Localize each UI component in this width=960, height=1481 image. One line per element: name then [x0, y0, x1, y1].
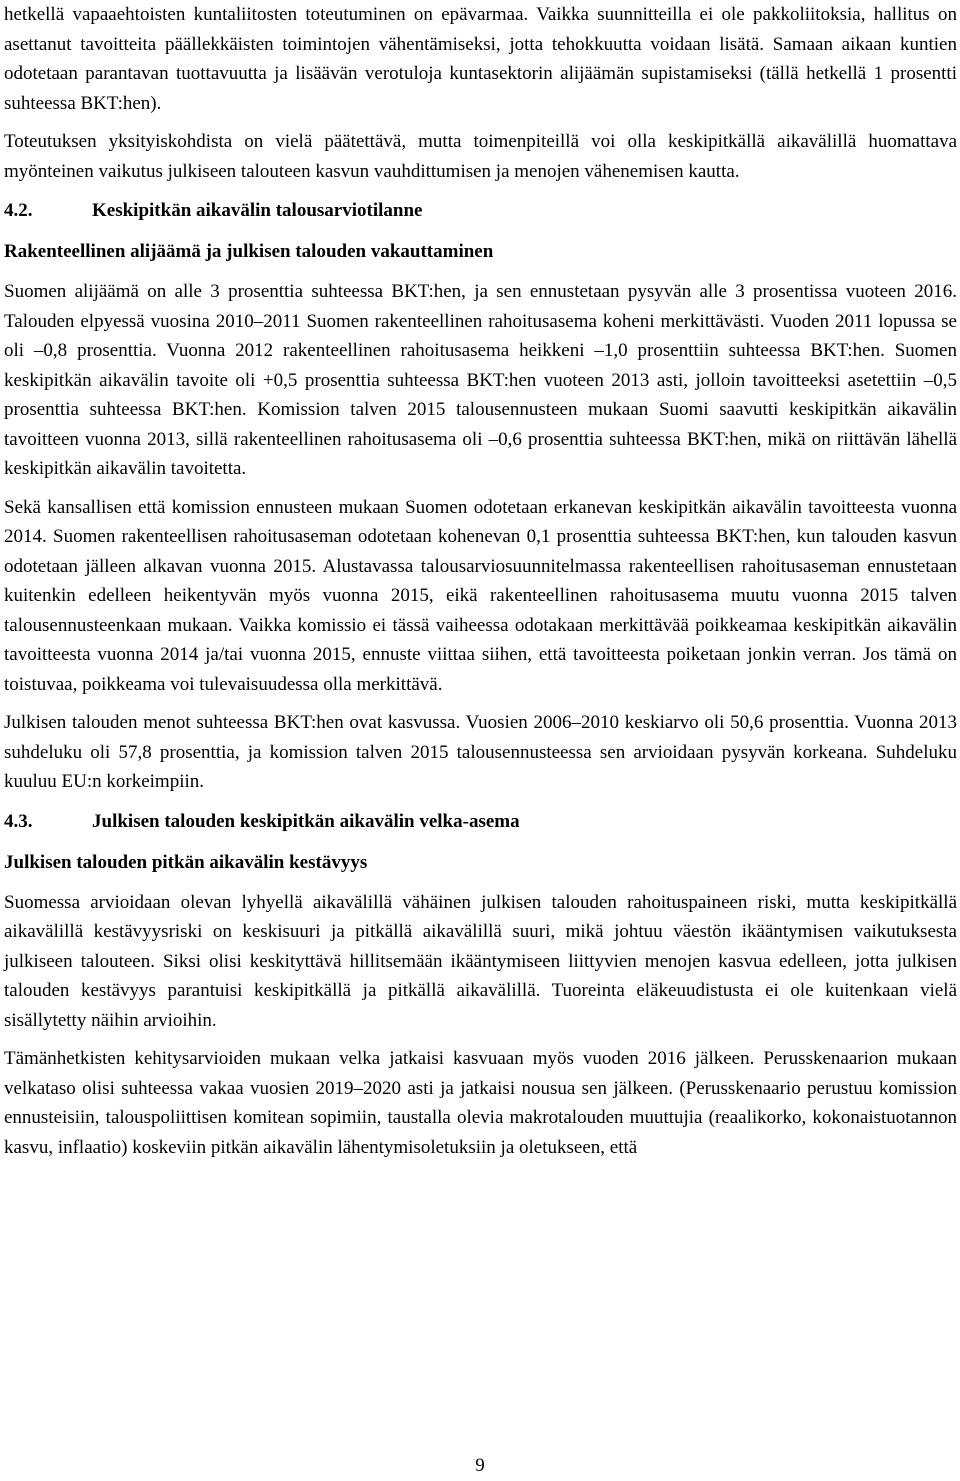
section-number: 4.2. [4, 200, 33, 221]
paragraph-implementation-details: Toteutuksen yksityiskohdista on vielä päätettävä, mutta toimenpiteillä voi olla keskipitkällä aikavälillä huomattava myönteinen vaikutus julkiseen talouteen kasvun vauhdittumisen ja menojen vähenemisen kautta. [4, 131, 957, 182]
paragraph-debt-outlook: Tämänhetkisten kehitysarvioiden mukaan velka jatkaisi kasvuaan myös vuoden 2016 jälkeen. Perusskenaarion mukaan velkataso olisi suhteessa vakaa vuosien 2019–2020 asti ja jatkaisi nousua sen jälkeen. (Perusskenaario perustuu komission ennusteisiin, talouspoliittisen komitean sopimiin, taustalla olevia makrotalouden muuttujia (reaalikorko, kokonaistuotannon kasvu, inflaatio) koskeviin pitkän aikavälin lähentymisoletuksiin ja oletukseen, että [4, 1048, 957, 1158]
section-number: 4.3. [4, 810, 33, 832]
document-page [4, 0, 957, 1162]
section-title: Keskipitkän aikavälin talousarviotilanne [92, 200, 423, 221]
subheading-structural-deficit: Rakenteellinen alijäämä ja julkisen talouden vakauttaminen [4, 241, 494, 262]
paragraph-municipal-mergers: hetkellä vapaaehtoisten kuntaliitosten toteutuminen on epävarmaa. Vaikka suunnitteilla ei ole pakkoliitoksia, hallitus on asettanut tavoitteita päällekkäisten toimintojen vähentämiseksi, jotta tehokkuutta voidaan lisätä. Samaan aikaan kuntien odotetaan parantavan tuottavuutta ja lisäävän verotuloja kuntasektorin alijäämän supistamiseksi (tällä hetkellä 1 prosentti suhteessa BKT:hen). [4, 4, 957, 114]
paragraph-sustainability-risk: Suomessa arvioidaan olevan lyhyellä aikavälillä vähäinen julkisen talouden rahoituspaineen riski, mutta keskipitkällä aikavälillä kestävyysriski on keskisuuri ja pitkällä aikavälillä suuri, mikä johtuu väestön ikääntymisen vaikutuksesta julkiseen talouteen. Siksi olisi keskityttävä hillitsemään ikääntymiseen liittyvien menojen kasvua edelleen, jotta julkisen talouden kestävyys parantuisi keskipitkällä ja pitkällä aikavälillä. Tuoreinta eläkeuudistusta ei ole kuitenkaan vielä sisällytetty näihin arvioihin. [4, 891, 957, 1031]
paragraph-forecast-deviation: Sekä kansallisen että komission ennusteen mukaan Suomen odotetaan erkanevan keskipitkän aikavälin tavoitteesta vuonna 2014. Suomen rakenteellisen rahoitusaseman odotetaan kohenevan 0,1 prosenttia suhteessa BKT:hen, kun talouden kasvun odotetaan jälleen alkavan vuonna 2015. Alustavassa talousarviosuunnitelmassa rakenteellisen rahoitusaseman ennustetaan kuitenkin edelleen heikentyvän myös vuonna 2015, eikä rakenteellinen rahoitusasema muutu vuonna 2015 talven talousennusteenkaan mukaan. Vaikka komissio ei tässä vaiheessa odotakaan merkittävää poikkeamaa keskipitkän aikavälin tavoitteesta vuonna 2014 ja/tai vuonna 2015, ennuste viittaa siihen, että tavoitteesta poiketaan jonkin verran. Jos tämä on toistuvaa, poikkeama voi tulevaisuudessa olla merkittävä. [4, 496, 957, 695]
section-title: Julkisen talouden keskipitkän aikavälin velka-asema [92, 810, 520, 832]
section-heading-4-3 [4, 807, 957, 836]
section-heading-4-2 [4, 196, 957, 225]
paragraph-finland-deficit: Suomen alijäämä on alle 3 prosenttia suhteessa BKT:hen, ja sen ennustetaan pysyvän alle 3 prosentissa vuoteen 2016. Talouden elpyessä vuosina 2010–2011 Suomen rakenteellinen rahoitusasema koheni merkittävästi. Vuoden 2011 lopussa se oli –0,8 prosenttia. Vuonna 2012 rakenteellinen rahoitusasema heikkeni –1,0 prosenttiin suhteessa BKT:hen. Suomen keskipitkän aikavälin tavoite oli +0,5 prosenttia suhteessa BKT:hen vuoteen 2013 asti, jolloin tavoitteeksi asetettiin –0,5 prosenttia suhteessa BKT:hen. Komission talven 2015 talousennusteen mukaan Suomi saavutti keskipitkän aikavälin tavoitteen vuonna 2013, sillä rakenteellinen rahoitusasema oli –0,6 prosenttia suhteessa BKT:hen, mikä on riittävän lähellä keskipitkän aikavälin tavoitetta. [4, 281, 957, 479]
paragraph-public-expenditure: Julkisen talouden menot suhteessa BKT:hen ovat kasvussa. Vuosien 2006–2010 keskiarvo oli 50,6 prosenttia. Vuonna 2013 suhdeluku oli 57,8 prosenttia, ja komission talven 2015 talousennusteessa sen arvioidaan pysyvän korkeana. Suhdeluku kuuluu EU:n korkeimpiin. [4, 712, 957, 792]
subheading-long-term-sustainability: Julkisen talouden pitkän aikavälin kestävyys [4, 851, 368, 873]
page-number: 9 [475, 1455, 485, 1476]
